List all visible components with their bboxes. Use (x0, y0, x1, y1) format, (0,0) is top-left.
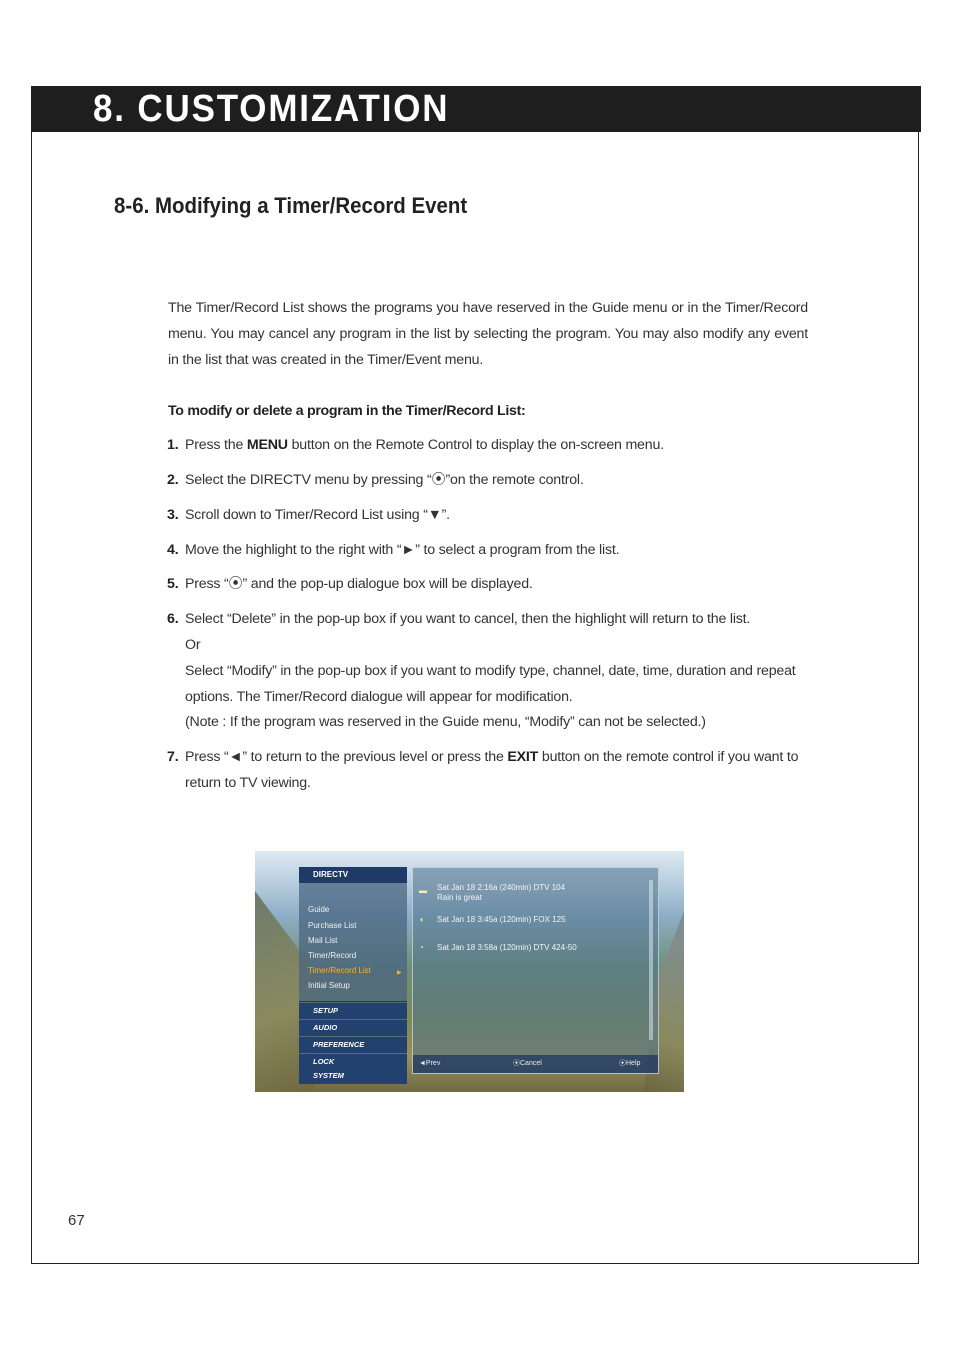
menu-item-guide[interactable]: Guide (308, 905, 330, 914)
menu-item-purchase-list[interactable]: Purchase List (308, 921, 357, 930)
step-text: button on the remote control if you want to return to TV viewing. (185, 749, 799, 791)
step-number: 4. (167, 541, 179, 558)
step-3 (168, 503, 808, 529)
prev-hint: ◄Prev (419, 1060, 441, 1067)
list-row[interactable]: Sat Jan 18 3:58a (120min) DTV 424-50 (437, 943, 577, 952)
step-2 (168, 468, 808, 494)
list-footer (413, 1055, 658, 1073)
step-number: 5. (167, 576, 179, 593)
timer-record-list-panel (412, 867, 659, 1074)
help-hint: ⦿Help (619, 1060, 641, 1067)
menu-category-audio[interactable]: AUDIO (299, 1020, 407, 1036)
menu-category-lock[interactable]: LOCK (299, 1054, 407, 1070)
step-text: button on the Remote Control to display the on-screen menu. (287, 437, 664, 454)
chapter-header-bar (31, 86, 921, 132)
content-body (168, 296, 808, 806)
recording-icon: ▬ (419, 886, 427, 895)
step-text: Press “⦿” and the pop-up dialogue box will be displayed. (185, 576, 533, 593)
selection-arrow-icon: ▶ (397, 970, 402, 976)
menu-item-mail-list[interactable]: Mail List (308, 936, 338, 945)
menu-item-timer-record-list[interactable]: Timer/Record List (308, 966, 371, 975)
step-number: 7. (167, 749, 179, 766)
chapter-title: 8. CUSTOMIZATION (93, 88, 450, 130)
menu-header: DIRECTV (299, 867, 407, 883)
directv-menu-panel (299, 867, 407, 1080)
menu-divider (299, 1001, 407, 1002)
step-5 (168, 572, 808, 598)
page-number: 67 (68, 1212, 85, 1229)
step-7 (168, 745, 808, 797)
step-text: Select “Delete” in the pop-up box if you want to cancel, then the highlight will return to the list. (185, 611, 751, 628)
step-text: Press the (185, 437, 247, 454)
menu-category-preference[interactable]: PREFERENCE (299, 1037, 407, 1053)
step-number: 6. (167, 611, 179, 628)
list-scrollbar[interactable] (649, 880, 653, 1040)
menu-item-initial-setup[interactable]: Initial Setup (308, 981, 350, 990)
step-text: Press “◄” to return to the previous level or press the (185, 749, 508, 766)
list-row[interactable]: Sat Jan 18 3:45a (120min) FOX 125 (437, 915, 566, 924)
list-row-title: Rain is great (437, 893, 482, 902)
steps-subheading: To modify or delete a program in the Timer/Record List: (168, 403, 526, 420)
clock-icon: ◔ (419, 943, 424, 952)
step-number: 3. (167, 506, 179, 523)
intro-paragraph: The Timer/Record List shows the programs you have reserved in the Guide menu or in the Timer/Record menu. You may cancel any program in the list by selecting the program. You may also modify any event in the list that was created in the Timer/Event menu. (168, 300, 808, 368)
step-text: Move the highlight to the right with “►” to select a program from the list. (185, 541, 620, 558)
step-note: (Note : If the program was reserved in the Guide menu, “Modify” can not be selected.) (185, 714, 706, 731)
cancel-hint: ⦿Cancel (513, 1060, 542, 1067)
exit-button-name: EXIT (507, 749, 539, 766)
section-title: 8-6. Modifying a Timer/Record Event (114, 193, 468, 218)
tv-menu-screenshot (255, 851, 684, 1092)
step-4 (168, 538, 808, 564)
step-text-or: Or (185, 636, 201, 653)
step-text: Select “Modify” in the pop-up box if you want to modify type, channel, date, time, duration and repeat options. The Timer/Record dialogue will appear for modification. (185, 662, 796, 705)
menu-category-setup[interactable]: SETUP (299, 1003, 407, 1019)
step-number: 1. (167, 437, 179, 454)
step-text: Select the DIRECTV menu by pressing “⦿”on the remote control. (185, 471, 584, 488)
step-6 (168, 607, 808, 736)
menu-category-system[interactable]: SYSTEM (299, 1070, 407, 1084)
timer-icon: ◖ (419, 915, 424, 924)
menu-item-timer-record[interactable]: Timer/Record (308, 951, 357, 960)
list-row[interactable]: Sat Jan 18 2:16a (240min) DTV 104 (437, 883, 566, 892)
step-1 (168, 433, 808, 459)
step-text: Scroll down to Timer/Record List using “▼”. (185, 506, 450, 523)
menu-button-name: MENU (246, 437, 288, 454)
step-number: 2. (167, 471, 179, 488)
steps-list (168, 433, 808, 797)
